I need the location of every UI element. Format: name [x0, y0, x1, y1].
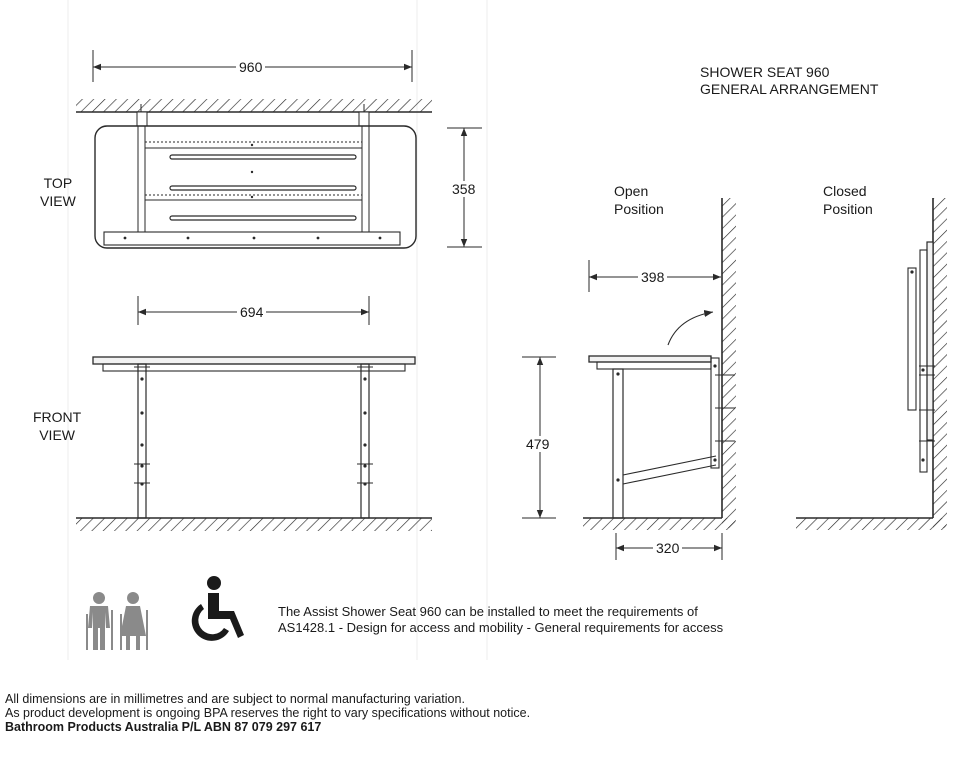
- floor-hatch-open: [583, 518, 735, 530]
- front-view: [76, 296, 432, 531]
- open-position-label-line-1: Open: [614, 183, 649, 199]
- front-view-label-line-1: FRONT: [33, 409, 82, 425]
- top-view-label-line-1: TOP: [43, 175, 73, 191]
- dimension-leg-spacing: 694: [237, 304, 266, 320]
- open-position-label-line-2: Position: [614, 201, 664, 217]
- elderly-man-icon: [86, 592, 113, 650]
- dimension-projection-open: 398: [638, 269, 667, 285]
- footer-company: Bathroom Products Australia P/L ABN 87 079 297 617: [5, 720, 322, 734]
- title-line-2: GENERAL ARRANGEMENT: [700, 81, 879, 97]
- footer: [5, 692, 530, 734]
- floor-hatch-front: [76, 518, 432, 531]
- seat-top-outline: [95, 126, 416, 248]
- wall-hatch-closed: [933, 198, 947, 528]
- dimension-depth: 358: [449, 181, 478, 197]
- floor-hatch-closed: [796, 518, 946, 530]
- top-view-label: [40, 174, 76, 210]
- closed-position-label-line-2: Position: [823, 201, 873, 217]
- open-position-view: [522, 198, 736, 560]
- compliance-note: [278, 604, 758, 636]
- compliance-note-line-1: The Assist Shower Seat 960 can be installed to meet the requirements of: [278, 604, 698, 619]
- seat-front: [93, 357, 415, 364]
- elderly-woman-icon: [120, 592, 148, 650]
- footer-line-2: As product development is ongoing BPA reserves the right to vary specifications without notice.: [5, 706, 531, 720]
- drawing-title: [700, 64, 878, 98]
- open-position-label: [614, 182, 664, 218]
- dimension-overall-width: 960: [236, 59, 265, 75]
- closed-position-label: [823, 182, 873, 218]
- front-view-label: [33, 408, 81, 444]
- closed-position-label-line-1: Closed: [823, 183, 867, 199]
- wall-hatch-open: [722, 198, 736, 528]
- footer-line-1: All dimensions are in millimetres and are subject to normal manufacturing variation.: [5, 692, 465, 706]
- top-view-label-line-2: VIEW: [40, 193, 76, 209]
- title-line-1: SHOWER SEAT 960: [700, 64, 830, 80]
- top-view: [76, 50, 482, 248]
- front-view-label-line-2: VIEW: [39, 427, 75, 443]
- closed-position-view: [796, 198, 947, 530]
- seat-open: [589, 356, 711, 362]
- compliance-note-line-2: AS1428.1 - Design for access and mobility - General requirements for access: [278, 620, 724, 635]
- wall-hatch-top: [76, 99, 432, 112]
- wheelchair-accessible-icon: [192, 576, 244, 641]
- dimension-seat-height: 479: [523, 436, 552, 452]
- dimension-leg-setback: 320: [653, 540, 682, 556]
